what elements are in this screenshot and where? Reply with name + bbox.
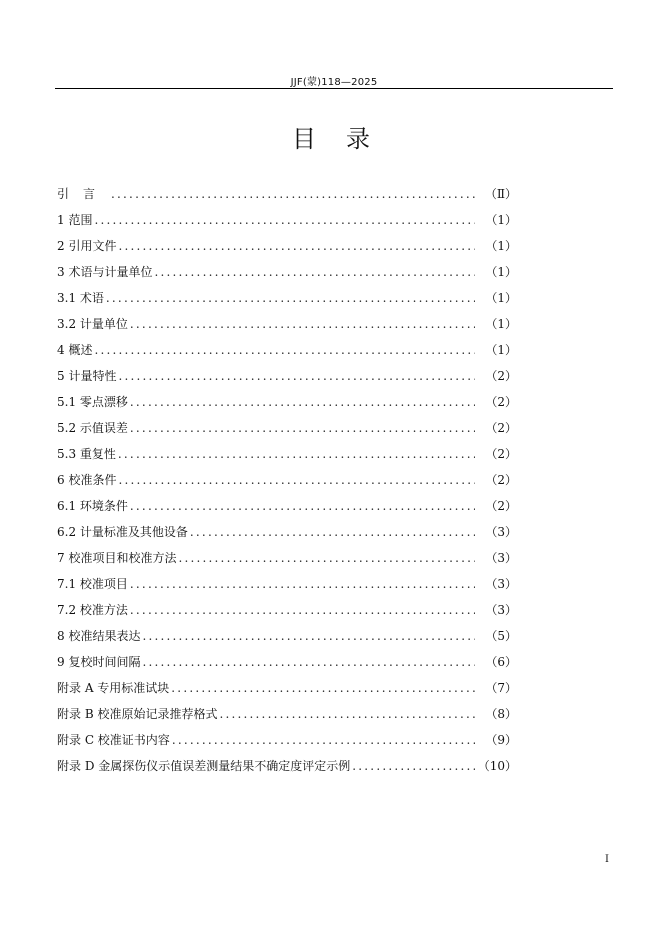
- toc-entry[interactable]: [57, 419, 517, 445]
- toc-entry-page: （2）: [485, 395, 517, 409]
- toc-leader-dots: [130, 577, 475, 591]
- toc-entry-label: 5 计量特性: [57, 369, 117, 383]
- toc-entry-label: 5.2 示值误差: [57, 421, 128, 435]
- document-code-header: JJF(蒙)118—2025: [290, 77, 378, 88]
- toc-entry-label: 7.1 校准项目: [57, 577, 128, 591]
- toc-entry[interactable]: [57, 289, 517, 315]
- toc-entry-page: （1）: [485, 213, 517, 227]
- toc-entry-page: （2）: [485, 447, 517, 461]
- toc-leader-dots: [111, 187, 475, 201]
- toc-entry[interactable]: [57, 627, 517, 653]
- page-number: I: [605, 854, 609, 865]
- toc-entry-label: 5.3 重复性: [57, 447, 116, 461]
- toc-entry-label: 4 概述: [57, 343, 93, 357]
- toc-entry[interactable]: [57, 471, 517, 497]
- toc-leader-dots: [178, 551, 475, 565]
- toc-entry-page: （3）: [485, 603, 517, 617]
- toc-leader-dots: [190, 525, 475, 539]
- toc-entry[interactable]: [57, 497, 517, 523]
- toc-entry-page: （2）: [485, 473, 517, 487]
- toc-leader-dots: [118, 473, 475, 487]
- toc-entry[interactable]: [57, 575, 517, 601]
- toc-leader-dots: [171, 681, 475, 695]
- toc-entry-label: 3.1 术语: [57, 291, 104, 305]
- toc-entry-page: （2）: [485, 369, 517, 383]
- toc-entry-appendix[interactable]: [57, 679, 517, 705]
- toc-leader-dots: [142, 629, 475, 643]
- toc-entry-label: 7 校准项目和校准方法: [57, 551, 177, 565]
- toc-entry-page: （5）: [485, 629, 517, 643]
- toc-leader-dots: [118, 369, 475, 383]
- toc-leader-dots: [118, 239, 475, 253]
- toc-entry-label: 5.1 零点漂移: [57, 395, 128, 409]
- toc-leader-dots: [130, 421, 475, 435]
- toc-leader-dots: [142, 655, 475, 669]
- toc-leader-dots: [154, 265, 475, 279]
- toc-leader-dots: [130, 499, 475, 513]
- toc-entry-page: （3）: [485, 551, 517, 565]
- toc-entry-label: 6 校准条件: [57, 473, 117, 487]
- toc-entry-page: （9）: [485, 733, 517, 747]
- page-title: 目录: [292, 125, 400, 153]
- toc-entry[interactable]: [57, 549, 517, 575]
- toc-leader-dots: [106, 291, 475, 305]
- toc-entry-page: （3）: [485, 577, 517, 591]
- table-of-contents: [57, 185, 517, 783]
- toc-entry[interactable]: [57, 653, 517, 679]
- toc-entry-page: （Ⅱ）: [484, 187, 517, 201]
- toc-entry-page: （1）: [485, 239, 517, 253]
- toc-entry-page: （6）: [485, 655, 517, 669]
- toc-entry-page: （8）: [485, 707, 517, 721]
- toc-leader-dots: [219, 707, 475, 721]
- toc-entry[interactable]: [57, 523, 517, 549]
- toc-entry[interactable]: [57, 601, 517, 627]
- toc-entry-appendix[interactable]: [57, 705, 517, 731]
- toc-leader-dots: [172, 733, 475, 747]
- header-rule: [55, 88, 613, 89]
- toc-leader-dots: [94, 213, 475, 227]
- toc-entry[interactable]: [57, 341, 517, 367]
- toc-entry[interactable]: [57, 315, 517, 341]
- toc-entry-label: 7.2 校准方法: [57, 603, 128, 617]
- toc-entry-page: （2）: [485, 499, 517, 513]
- toc-entry-page: （2）: [485, 421, 517, 435]
- toc-entry-page: （1）: [485, 317, 517, 331]
- toc-entry-page: （3）: [485, 525, 517, 539]
- toc-entry-page: （1）: [485, 343, 517, 357]
- toc-leader-dots: [130, 603, 475, 617]
- toc-leader-dots: [118, 447, 475, 461]
- toc-entry-label: 6.2 计量标准及其他设备: [57, 525, 188, 539]
- toc-entry-label: 6.1 环境条件: [57, 499, 128, 513]
- toc-entry-label: 附录 B 校准原始记录推荐格式: [57, 707, 218, 721]
- toc-entry[interactable]: [57, 445, 517, 471]
- toc-entry-label: 附录 C 校准证书内容: [57, 733, 170, 747]
- toc-entry[interactable]: [57, 237, 517, 263]
- toc-entry-label: 3 术语与计量单位: [57, 265, 153, 279]
- toc-leader-dots: [130, 395, 475, 409]
- toc-leader-dots: [352, 759, 475, 773]
- toc-entry-label: 附录 D 金属探伤仪示值误差测量结果不确定度评定示例: [57, 759, 351, 773]
- toc-entry[interactable]: [57, 211, 517, 237]
- toc-entry[interactable]: [57, 263, 517, 289]
- toc-entry-page: （7）: [485, 681, 517, 695]
- toc-entry-label: 附录 A 专用标准试块: [57, 681, 170, 695]
- toc-entry-page: （10）: [477, 759, 517, 773]
- toc-entry-appendix[interactable]: [57, 757, 517, 783]
- toc-entry-label: 引言: [57, 187, 110, 201]
- toc-entry-page: （1）: [485, 265, 517, 279]
- toc-leader-dots: [94, 343, 475, 357]
- toc-entry-label: 8 校准结果表达: [57, 629, 141, 643]
- toc-entry-label: 2 引用文件: [57, 239, 117, 253]
- toc-entry[interactable]: [57, 185, 517, 211]
- toc-entry-label: 3.2 计量单位: [57, 317, 128, 331]
- toc-leader-dots: [130, 317, 475, 331]
- toc-entry-appendix[interactable]: [57, 731, 517, 757]
- toc-entry[interactable]: [57, 393, 517, 419]
- toc-entry-label: 9 复校时间间隔: [57, 655, 141, 669]
- toc-entry[interactable]: [57, 367, 517, 393]
- toc-entry-label: 1 范围: [57, 213, 93, 227]
- toc-entry-page: （1）: [485, 291, 517, 305]
